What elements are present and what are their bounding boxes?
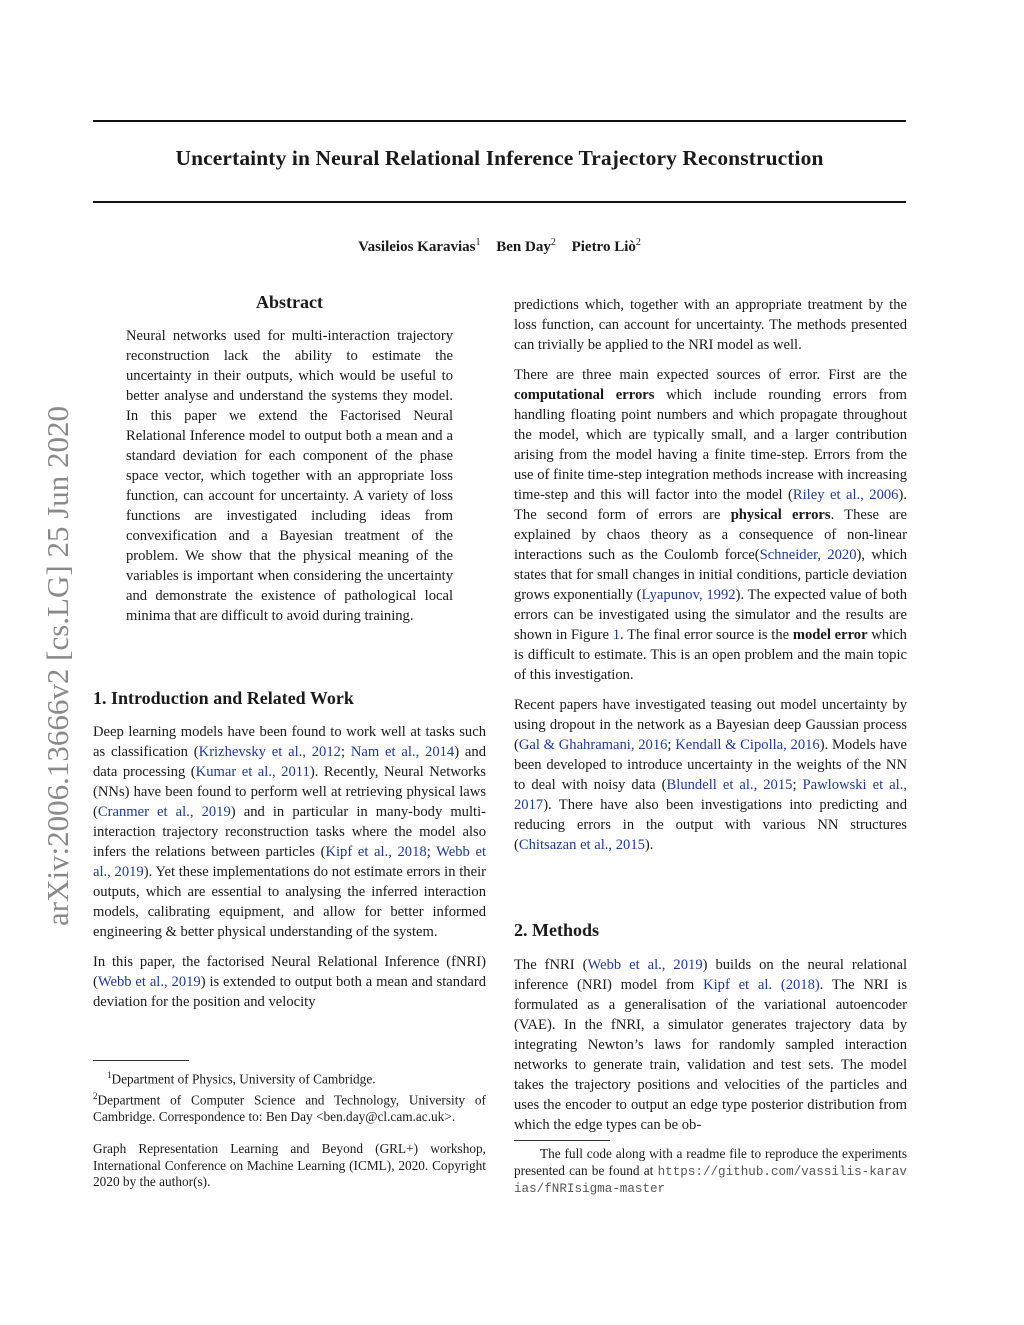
author-list [93, 237, 906, 256]
abstract-heading: Abstract [256, 292, 323, 312]
venue-note: Graph Representation Learning and Beyond (GRL+) workshop, International Conference on Machine Learning (ICML), 2020. Copyright 2020 by the author(s). [93, 1141, 486, 1190]
citation-link[interactable]: Chitsazan et al., 2015 [518, 837, 645, 853]
citation-link[interactable]: Riley et al., 2006 [792, 487, 899, 503]
author: Pietro Liò$^2$ [571, 237, 641, 255]
github-link[interactable]: https://github.com/vassilis-karavias/fNRIsigma-master [514, 1164, 907, 1196]
citation-link[interactable]: Kendall & Cipolla, 2016 [675, 737, 820, 753]
author: Ben Day$^2$ [496, 237, 556, 255]
methods-heading: 2. Methods [514, 920, 599, 940]
right-column-body: predictions which, together with an appropriate treatment by the loss function, can account for uncertainty. The methods presented can trivially be applied to the NRI model as well. There are three main expected sources of error. First are the computational errors which include rounding errors from handling floating point numbers and which propagate throughout the model, which are typically small, and a larger contribution arising from the model having a finite time-step. Errors from the use of finite time-step integration methods increase with increasing time-step and this will factor into the model (Riley et al., 2006). The second form of errors are physical errors. These are explained by chaos theory as a consequence of non-linear interactions such as the Coulomb force(Schneider, 2020), which states that for small changes in initial conditions, particle deviation grows exponentially (Lyapunov, 1992). The expected value of both errors can be investigated using the simulator and the results are shown in Figure 1. The final error source is the model error which is difficult to estimate. This is an open problem and the main topic of this investigation. Recent papers have investigated teasing out model uncertainty by using dropout in the network as a Bayesian deep Gaussian process (Gal & Ghahramani, 2016; Kendall & Cipolla, 2016). Models have been developed to introduce uncertainty in the weights of the NN to deal with noisy data (Blundell et al., 2015; Pawlowski et al., 2017). There have also been investigations into predicting and reducing errors in the output with various NN structures (Chitsazan et al., 2015). [514, 297, 908, 853]
footnotes-left: $^1$Department of Physics, University of Cambridge. $^2$Department of Computer Science and Technology, University of Cambridge. Correspondence to: Ben Day <ben.day@cl.cam.ac.uk>. Graph Representation Learning and Beyond (GRL+) workshop, International Conference on Machine Learning (ICML), 2020. Copyright 2020 by the author(s). [93, 1070, 486, 1190]
intro-body [93, 722, 486, 1022]
citation-link[interactable]: Pawlowski et al., 2017 [514, 777, 908, 813]
paper-title: Uncertainty in Neural Relational Inference Trajectory Reconstruction [175, 146, 824, 170]
citation-link[interactable]: Cranmer et al., 2019 [97, 804, 231, 820]
footnote-right: The full code along with a readme file to reproduce the experiments presented can be found at https://github.com/vassilis-karavias/fNRIsigma-master [514, 1146, 907, 1196]
intro-heading: 1. Introduction and Related Work [93, 688, 354, 708]
footnote-rule [514, 1140, 610, 1141]
figure-link[interactable]: 1 [612, 627, 620, 643]
citation-link[interactable]: Kipf et al. (2018) [703, 977, 820, 993]
citation-link[interactable]: Webb et al., 2019 [93, 844, 486, 880]
citation-link[interactable]: Blundell et al., 2015 [666, 777, 793, 793]
citation-link[interactable]: Nam et al., 2014 [350, 744, 455, 760]
citation-link[interactable]: Schneider, 2020 [759, 547, 857, 563]
citation-link[interactable]: Gal & Ghahramani, 2016 [518, 737, 668, 753]
citation-link[interactable]: Kumar et al., 2011 [195, 764, 310, 780]
author: Vasileios Karavias$^1$ [358, 237, 481, 255]
footnote-rule [93, 1060, 189, 1061]
title-top-rule [93, 120, 906, 122]
title-bottom-rule [93, 201, 906, 203]
citation-link[interactable]: Krizhevsky et al., 2012 [198, 744, 341, 760]
citation-link[interactable]: Kipf et al., 2018 [325, 844, 427, 860]
intro-paragraph-1: Deep learning models have been found to work well at tasks such as classification (Krizhevsky et al., 2012; Nam et al., 2014) and data processing (Kumar et al., 2011). Recently, Neural Networks (NNs) have been found to perform well at retrieving physical laws (Cranmer et al., 2019) and in particular in many-body multi-interaction trajectory reconstruction tasks where the model also infers the relations between particles (Kipf et al., 2018; Webb et al., 2019). Yet these implementations do not estimate errors in their outputs, which are essential to analysing the inferred interaction models, calibrating equipment, and allow for better informed engineering & better physical understanding of the system. [93, 724, 486, 940]
intro-paragraph-2: In this paper, the factorised Neural Relational Inference (fNRI) (Webb et al., 2019) is extended to output both a mean and standard deviation for the position and velocity [93, 954, 486, 1010]
citation-link[interactable]: Webb et al., 2019 [587, 957, 703, 973]
abstract-body: Neural networks used for multi-interaction trajectory reconstruction lack the ability to estimate the uncertainty in their outputs, which would be useful to better analyse and understand the systems they model. In this paper we extend the Factorised Neural Relational Inference model to output both a mean and a standard deviation for each component of the phase space vector, which together with an appropriate loss function, can account for uncertainty. A variety of loss functions are investigated including ideas from convexification and a Bayesian treatment of the problem. We show that the physical meaning of the variables is important when considering the uncertainty and demonstrate the existence of pathological local minima that are difficult to avoid during training. [126, 328, 453, 624]
citation-link[interactable]: Lyapunov, 1992 [641, 587, 736, 603]
citation-link[interactable]: Webb et al., 2019 [97, 974, 201, 990]
methods-body: The fNRI (Webb et al., 2019) builds on the neural relational inference (NRI) model from Kipf et al. (2018). The NRI is formulated as a generalisation of the variational autoencoder (VAE). In the fNRI, a simulator generates trajectory data by integrating Newton’s laws for randomly sampled interaction networks to generate train, validation and test sets. The model takes the trajectory positions and velocities of the particles and uses the encoder to output an edge type posterior distribution from which the edge types can be ob- [514, 957, 907, 1133]
